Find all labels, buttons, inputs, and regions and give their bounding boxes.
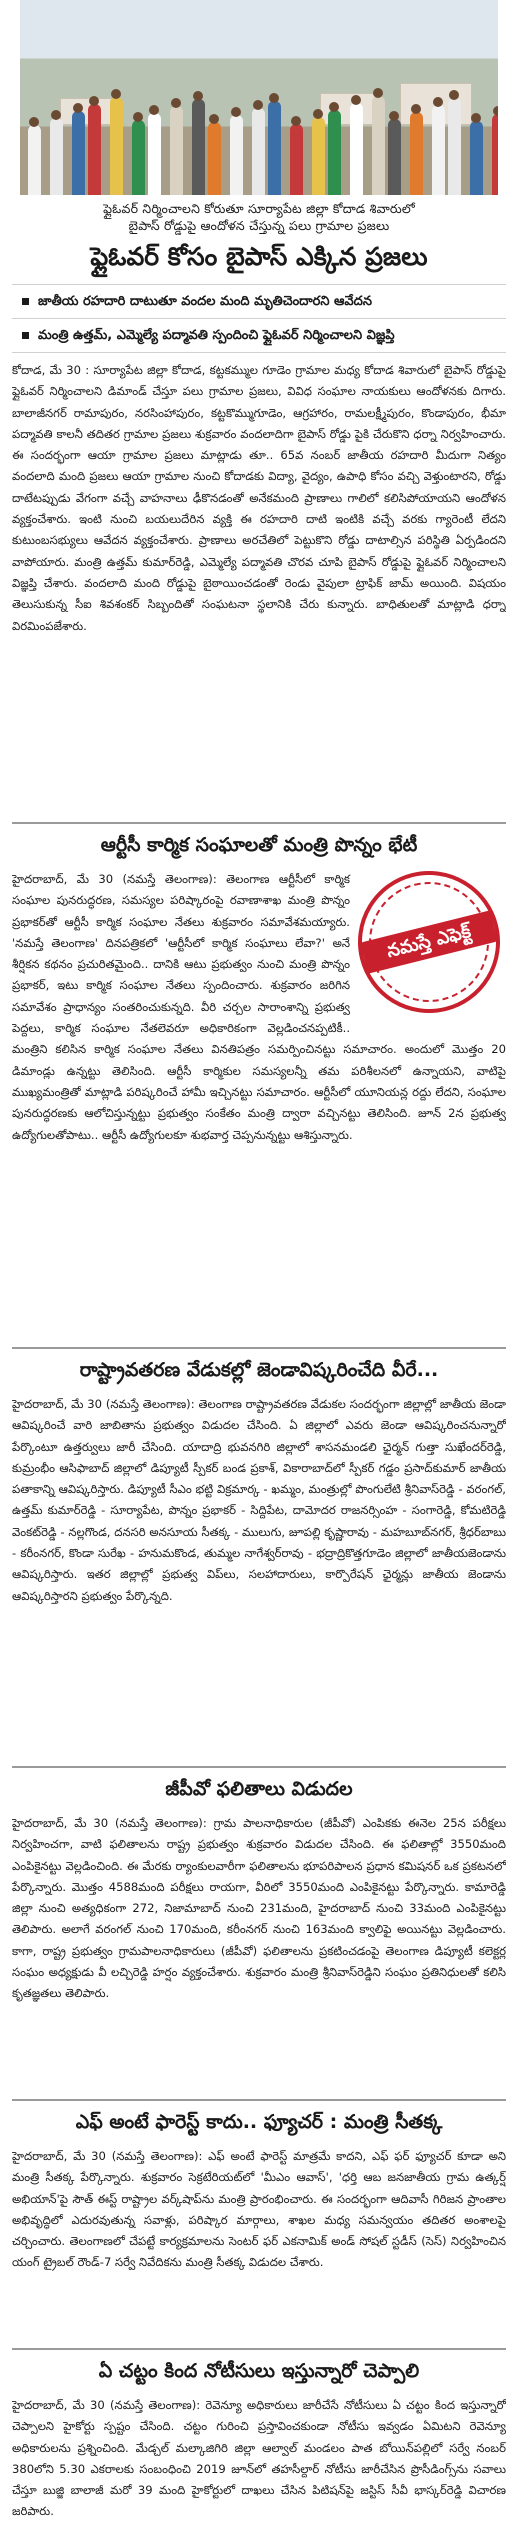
photo-person xyxy=(208,122,221,195)
photo-person xyxy=(72,111,85,195)
story-5-body: హైదరాబాద్, మే 30 (నమస్తే తెలంగాణ): ఎఫ్ అంటే ఫారెస్ట్ మాత్రమే కాదని, ఎఫ్ ఫర్ ఫ్యూచర్ కూడా అని మంత్రి సీతక్క పేర్కొన్నారు. శుక్రవారం సెక్రటేరియట్‌లో 'మీఎం ఆవాస్', 'ధర్తి ఆబ జనజాతీయ గ్రామ ఉత్కర్ష్ అభియాన్‌'పై సౌత్ ఈస్ట్ రాష్ట్రాల వర్క్‌షాప్‌ను మంత్రి ప్రారంభించారు. ఈ సందర్భంగా ఆదివాసీ గిరిజన ప్రాంతాల అభివృద్ధిలో ఎదురవుతున్న సవాళ్లు, పరిష్కార మార్గాలు, శాఖల మధ్య సమన్వయం తదితర అంశాలపై చర్చించారు. తెలంగాణలో చేపట్టే కార్యక్రమాలను సెంటర్ ఫర్ ఎకనామిక్ అండ్ సోషల్ స్టడీస్ (సెస్) నిర్వహించిన యంగ్ ట్రైబల్ రౌండ్-7 సర్వే నివేదికను మంత్రి సీతక్క విడుదల చేశారు. xyxy=(12,2149,506,2270)
photo-person-head xyxy=(51,110,61,120)
photo-person xyxy=(372,96,385,195)
photo-person xyxy=(252,108,265,195)
photo-person xyxy=(110,97,123,195)
photo-person xyxy=(328,110,341,195)
photo-person-head xyxy=(149,105,159,115)
photo-caption-line-1: ఫ్లైఓవర్ నిర్మించాలని కోరుతూ సూర్యాపేట జిల్లా కోదాడ శివారులో xyxy=(103,201,415,216)
protest-photo xyxy=(20,0,498,195)
divider xyxy=(12,2099,506,2101)
photo-person xyxy=(88,104,101,195)
photo-person-head xyxy=(373,88,383,98)
photo-person-head xyxy=(111,89,121,99)
story-3-headline: రాష్ట్రావతరణ వేడుకల్లో జెండావిష్కరించేది వీరే... xyxy=(79,1359,439,1381)
divider xyxy=(12,1347,506,1349)
story-2-body-container xyxy=(12,869,506,1337)
photo-person xyxy=(230,115,243,195)
photo-person xyxy=(470,121,483,195)
photo-person xyxy=(50,118,63,195)
photo-person-head xyxy=(73,103,83,113)
photo-person-head xyxy=(253,100,263,110)
photo-person-head xyxy=(389,111,399,121)
photo-person xyxy=(28,125,41,195)
photo-person xyxy=(132,120,145,195)
divider xyxy=(12,1766,506,1768)
photo-person xyxy=(410,112,423,195)
namaste-effect-stamp xyxy=(358,871,506,1019)
photo-person-head xyxy=(471,113,481,123)
story-2-body: హైదరాబాద్, మే 30 (నమస్తే తెలంగాణ): తెలంగాణ ఆర్టీసీలో కార్మిక సంఘాల పునరుద్ధరణ, సమస్యల పరిష్కారంపై రవాణాశాఖ మంత్రి పొన్నం ప్రభాకర్‌తో ఆర్టీసీ కార్మిక సంఘాల నేతలు శుక్రవారం సమావేశమయ్యారు. 'నమస్తే తెలంగాణ' దినపత్రికలో 'ఆర్టీసీలో కార్మిక సంఘాలు లేవా?' అనే శీర్షికన కథనం ప్రచురితమైంది.. దానికి ఆటు ప్రభుత్వం నుంచి మంత్రి పొన్నం ప్రభాకర్, ఇటు కార్మిక సంఘాల నేతలు స్పందించారు. శుక్రవారం జరిగిన సమావేశం ప్రాధాన్యం సంతరించుకున్నది. వీరి చర్చల సారాంశాన్ని ప్రభుత్వ పెద్దలు, కార్మిక సంఘాల నేతలెవరూ అధికారికంగా వెల్లడించనప్పటికీ.. మంత్రిని కలిసిన కార్మిక సంఘాల నేతలు వినతిపత్రం సమర్పించినట్టు సమాచారం. అందులో మొత్తం 20 డిమాండ్లు ఉన్నట్టు తెలిసింది. ఆర్టీసీ కార్మికుల సమస్యలన్నీ తమ పరిశీలనలో ఉన్నాయని, వాటిపై ముఖ్యమంత్రితో మాట్లాడి పరిష్కరించే హామీ ఇచ్చినట్టు సమాచారం. ఆర్టీసీలో యూనియన్ల రద్దు లేదని, సంఘాల పునరుద్ధరణకు ఆలోచిస్తున్నట్టు ప్రభుత్వం సంకేతం మంత్రి ద్వారా వచ్చినట్టు తెలిసింది. జూన్ 2న ప్రభుత్వ ఉద్యోగులతోపాటు.. ఆర్టీసీ ఉద్యోగులకూ శుభవార్త చెప్పనున్నట్టు ఆశిస్తున్నారు. xyxy=(12,872,506,1142)
photo-caption-line-2: బైపాస్ రోడ్డుపై ఆందోళన చేస్తున్న పలు గ్రామాల ప్రజలు xyxy=(128,218,390,233)
photo-person xyxy=(192,99,205,195)
photo-caption xyxy=(12,200,506,234)
divider xyxy=(12,822,506,824)
story-4-headline: జీపీవో ఫలితాలు విడుదల xyxy=(165,1778,353,1800)
photo-person-head xyxy=(329,102,339,112)
photo-person xyxy=(170,106,183,195)
photo-person-head xyxy=(89,96,99,106)
photo-person-head xyxy=(133,112,143,122)
photo-person-head xyxy=(171,98,181,108)
story-1-headline: ఫ్లైఓవర్ కోసం బైపాస్ ఎక్కిన ప్రజలు xyxy=(90,242,428,271)
photo-person xyxy=(290,124,303,195)
photo-person-head xyxy=(193,91,203,101)
story-2-headline: ఆర్టీసీ కార్మిక సంఘాలతో మంత్రి పొన్నం భేటీ xyxy=(100,834,418,856)
stamp-label: నమస్తే ఎఫెక్ట్ xyxy=(360,911,498,974)
photo-person-head xyxy=(209,114,219,124)
photo-person-head xyxy=(269,93,279,103)
story-3-body: హైదరాబాద్, మే 30 (నమస్తే తెలంగాణ): తెలంగాణ రాష్ట్రావతరణ వేడుకల సందర్భంగా జిల్లాల్లో జాతీయ జెండా ఆవిష్కరించే వారి జాబితాను ప్రభుత్వం విడుదల చేసింది. ఏ జిల్లాలో ఎవరు జెండా ఆవిష్కరించనున్నారో పేర్కొంటూ ఉత్తర్వులు జారీ చేసింది. యాదాద్రి భువనగిరి జిల్లాలో శాసనమండలి ఛైర్మన్ గుత్తా సుఖేందర్‌రెడ్డి, కుమ్రంభీం ఆసిఫాబాద్ జిల్లాలో డిప్యూటీ స్పీకర్ బండ ప్రకాశ్, వికారాబాద్‌లో స్పీకర్ గడ్డం ప్రసాద్‌కుమార్ జాతీయ పతాకాన్ని ఆవిష్కరిస్తారు. డిప్యూటీ సీఎం భట్టి విక్రమార్క - ఖమ్మం, మంత్రుల్లో పొంగులేటి శ్రీనివాస్‌రెడ్డి - వరంగల్, ఉత్తమ్ కుమార్‌రెడ్డి - సూర్యాపేట, పొన్నం ప్రభాకర్ - సిద్దిపేట, దామోదర రాజనర్సింహ - సంగారెడ్డి, కోమటిరెడ్డి వెంకట్‌రెడ్డి - నల్లగొండ, దనసరి అనసూయ సీతక్క - ములుగు, జూపల్లి కృష్ణారావు - మహబూబ్‌నగర్, శ్రీధర్‌బాబు - కరీంనగర్, కొండా సురేఖ - హనుమకొండ, తుమ్మల నాగేశ్వర్‌రావు - భద్రాద్రికొత్తగూడెం జిల్లాలో జాతీయజెండాను ఆవిష్కరిస్తారు. ఇతర జిల్లాల్లో ప్రభుత్వ విప్‌లు, సలహాదారులు, కార్పొరేషన్ ఛైర్మన్లు జాతీయ జెండాను ఆవిష్కరిస్తారని ప్రభుత్వం పేర్కొన్నది. xyxy=(12,1397,506,1603)
story-6-headline: ఏ చట్టం కింద నోటీసులు ఇస్తున్నారో చెప్పాలి xyxy=(98,2360,420,2382)
story-5-headline: ఎఫ్ అంటే ఫారెస్ట్ కాదు.. ఫ్యూచర్ : మంత్రి సీతక్క xyxy=(75,2111,443,2133)
story-1-body: కోదాడ, మే 30 : సూర్యాపేట జిల్లా కోదాడ, కట్టకమ్ముల గూడెం గ్రామాల మధ్య కోదాడ శివారులో బైపాస్ రోడ్డుపై ఫ్లైఓవర్ నిర్మించాలని డిమాండ్ చేస్తూ పలు గ్రామాల ప్రజలు, వివిధ సంఘాల నాయకులు ఆందోళనకు దిగారు. బాలాజీనగర్ రామాపురం, నరసింహాపురం, కట్టకొమ్ముగూడెం, ఆగ్రహారం, రామలక్ష్మీపురం, కొండాపురం, భీమా పద్మావతి కాలనీ తదితర గ్రామాల ప్రజలు శుక్రవారం వందలాదిగా బైపాస్ రోడ్డు పైకి చేరుకొని ధర్నా నిర్వహించారు. ఈ సందర్భంగా ఆయా గ్రామాల ప్రజలు మాట్లాడు తూ.. 65వ నంబర్ జాతీయ రహదారి మీదుగా నిత్యం వందలాది మంది ప్రజలు ఆయా గ్రామాల నుంచి కోదాడకు విద్యా, వైద్యం, ఉపాధి కోసం వచ్చి వెళ్తుంటారని, రోడ్డు దాటేటప్పుడు వేగంగా వచ్చే వాహనాలు ఢీకొనడంతో అనేకమంది ప్రాణాలు గాలిలో కలిసిపోయాయని ఆందోళన వ్యక్తంచేశారు. ఇంటి నుంచి బయలుదేరిన వ్యక్తి ఈ రహదారి దాటి ఇంటికి వచ్చే వరకు గ్యారెంటీ లేదని కుటుంబసభ్యులు ఆవేదన వ్యక్తంచేశారు. ప్రాణాలు అరచేతిలో పెట్టుకొని రోడ్డు దాటాల్సిన పరిస్థితి ఏర్పడిందని వాపోయారు. మంత్రి ఉత్తమ్ కుమార్‌రెడ్డి, ఎమ్మెల్యే పద్మావతి చొరవ చూపి బైపాస్ రోడ్డుపై ఫ్లైఓవర్ నిర్మించాలని విజ్ఞప్తి చేశారు. వందలాది మంది రోడ్డుపై బైఠాయించడంతో రెండు వైపులా ట్రాఫిక్ జామ్ అయింది. విషయం తెలుసుకున్న సీఐ శివశంకర్ సిబ్బందితో సంఘటనా స్థలానికి చేరు కున్నారు. బాధితులతో మాట్లాడి ధర్నా విరమింపజేశారు. xyxy=(12,363,506,633)
photo-person-head xyxy=(493,106,498,116)
story-4-body: హైదరాబాద్, మే 30 (నమస్తే తెలంగాణ): గ్రామ పాలనాధికారుల (జీపీవో) ఎంపికకు ఈనెల 25న పరీక్షలు నిర్వహించగా, వాటి ఫలితాలను రాష్ట్ర ప్రభుత్వం శుక్రవారం విడుదల చేసింది. ఈ ఫలితాల్లో 3550మంది ఎంపికైనట్టు వెల్లడించింది. ఈ మేరకు ర్యాంకులవారీగా ఫలితాలను భూపరిపాలన ప్రధాన కమిషనర్ ఒక ప్రకటనలో పేర్కొన్నారు. మొత్తం 4588మంది పరీక్షలు రాయగా, వీరిలో 3550మంది ఎంపికైనట్టు పేర్కొన్నారు. కామారెడ్డి జిల్లా నుంచి అత్యధికంగా 272, నిజామాబాద్ నుంచి 231మంది, హైదరాబాద్ నుంచి 33మంది ఎంపికైనట్టు తెలిపారు. అలాగే వరంగల్ నుంచి 170మంది, కరీంనగర్ నుంచి 163మంది క్వాలిఫై అయినట్టు వెల్లడించారు. కాగా, రాష్ట్ర ప్రభుత్వం గ్రామపాలనాధికారులు (జీపీవో) ఫలితాలను ప్రకటించడంపై తెలంగాణ డిప్యూటీ కలెక్టర్ల సంఘం అధ్యక్షుడు వీ లచ్చిరెడ్డి హర్షం వ్యక్తంచేశారు. శుక్రవారం మంత్రి శ్రీనివాస్‌రెడ్డిని సంఘం ప్రతినిధులతో కలిసి కృతజ్ఞతలు తెలిపారు. xyxy=(12,1816,506,2001)
divider xyxy=(12,2348,506,2350)
photo-person-head xyxy=(411,104,421,114)
photo-person-head xyxy=(351,95,361,105)
photo-person xyxy=(492,114,498,195)
photo-person xyxy=(448,98,461,195)
photo-person xyxy=(312,117,325,195)
photo-person xyxy=(350,103,363,195)
photo-person-head xyxy=(29,117,39,127)
photo-person-head xyxy=(231,107,241,117)
story-6-body: హైదరాబాద్, మే 30 (నమస్తే తెలంగాణ): రెవెన్యూ అధికారులు జారీచేసే నోటీసులు ఏ చట్టం కింద ఇస్తున్నారో చెప్పాలని హైకోర్టు స్పష్టం చేసింది. చట్టం గురించి ప్రస్తావించకుండా నోటీసు ఇవ్వడం ఏమిటని రెవెన్యూ అధికారులను ప్రశ్నించింది. మేడ్చల్ మల్కాజిగిరి జిల్లా ఆల్వాల్ మండలం పాత బోయిన్‌పల్లిలో సర్వే నంబర్ 380లోని 5.30 ఎకరాలకు సంబంధించి 2019 జూన్‌లో తహసీల్దార్ నోటీసు జారీచేసిన ప్రొసీడింగ్స్‌ను సవాలు చేస్తూ బుజ్జి బాలాజీ మరో 39 మంది హైకోర్టులో దాఖలు చేసిన పిటిషన్‌పై జస్టిస్ సీవీ భాస్కర్‌రెడ్డి విచారణ జరిపారు. xyxy=(12,2398,506,2519)
photo-person-head xyxy=(433,97,443,107)
photo-person-head xyxy=(291,116,301,126)
photo-person xyxy=(148,113,161,195)
story-1-bullet-1: జాతీయ రహదారి దాటుతూ వందల మంది మృతిచెందారని ఆవేదన xyxy=(12,284,506,319)
photo-person-head xyxy=(449,90,459,100)
story-1-bullet-2: మంత్రి ఉత్తమ్, ఎమ్మెల్యే పద్మావతి స్పందించి ఫ్లైఓవర్ నిర్మించాలని విజ్ఞప్తి xyxy=(12,318,506,353)
photo-person xyxy=(388,119,401,195)
photo-person-head xyxy=(313,109,323,119)
photo-person xyxy=(268,101,281,195)
photo-person xyxy=(432,105,445,195)
